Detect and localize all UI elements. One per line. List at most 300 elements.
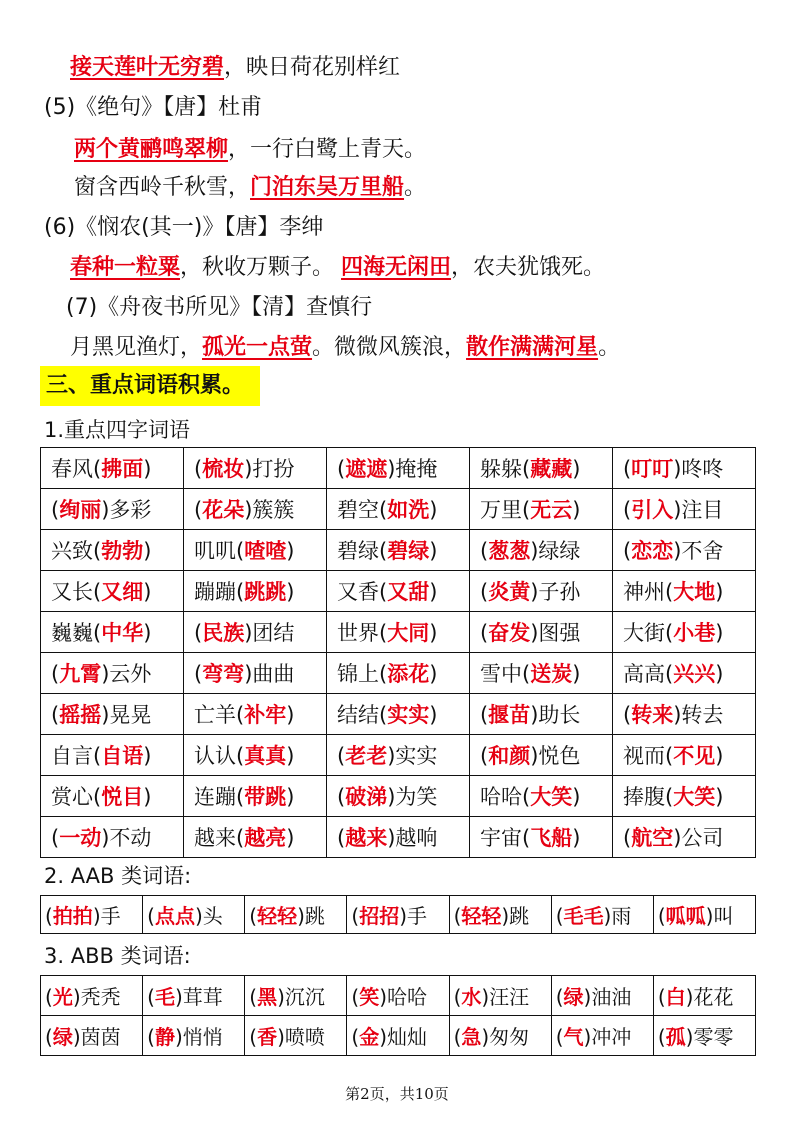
cell-text: )图强 xyxy=(530,621,581,645)
cell-text: ( xyxy=(51,703,60,727)
cell-text: ( xyxy=(351,904,360,928)
answer-text: 不见 xyxy=(673,744,716,768)
poem-text: (7)《舟夜书所见》【清】查慎行 xyxy=(66,295,373,320)
word-cell xyxy=(41,448,184,489)
word-cell xyxy=(41,735,184,776)
poem-line-5 xyxy=(70,333,620,363)
word-cell xyxy=(184,653,327,694)
cell-text: )注目 xyxy=(673,498,724,522)
word-cell xyxy=(184,530,327,571)
cell-text: ) xyxy=(286,580,295,604)
word-cell xyxy=(613,448,756,489)
table-row xyxy=(41,653,756,694)
cell-text: 亡羊( xyxy=(194,703,245,727)
cell-text: ( xyxy=(453,985,462,1009)
cell-text: 又长( xyxy=(51,580,102,604)
table-row xyxy=(41,776,756,817)
cell-text: ( xyxy=(351,985,360,1009)
answer-text: 静 xyxy=(154,1025,175,1049)
cell-text: ) xyxy=(286,539,295,563)
cell-text: )匆匆 xyxy=(481,1025,530,1049)
cell-text: ) xyxy=(715,662,724,686)
word-cell xyxy=(41,1016,143,1056)
answer-text: 炎黄 xyxy=(488,580,531,604)
cell-text: )咚咚 xyxy=(673,457,724,481)
cell-text: ) xyxy=(143,621,152,645)
cell-text: ( xyxy=(194,621,203,645)
cell-text: ( xyxy=(45,1025,53,1049)
aab-title: 2. AAB 类词语: xyxy=(44,864,192,888)
cell-text: ) xyxy=(143,744,152,768)
word-cell xyxy=(41,571,184,612)
table-row xyxy=(41,896,756,934)
answer-text: 接天莲叶无穷碧 xyxy=(70,55,225,80)
cell-text: )不舍 xyxy=(673,539,724,563)
cell-text: ( xyxy=(147,985,155,1009)
answer-text: 碧绿 xyxy=(387,539,430,563)
word-cell xyxy=(184,735,327,776)
poem-text: 。微微风簇浪， xyxy=(312,335,467,360)
answer-text: 散作满满河星 xyxy=(466,335,599,360)
cell-text: 春风( xyxy=(51,457,102,481)
cell-text: ( xyxy=(51,498,60,522)
poem-line-1 xyxy=(70,53,400,83)
answer-text: 无云 xyxy=(530,498,573,522)
answer-text: 笑 xyxy=(359,985,380,1009)
cell-text: ) xyxy=(286,703,295,727)
word-cell xyxy=(347,896,449,934)
poem-text: 。 xyxy=(598,335,621,360)
word-cell xyxy=(184,776,327,817)
answer-text: 飞船 xyxy=(530,826,573,850)
cell-text: )零零 xyxy=(685,1025,734,1049)
cell-text: ( xyxy=(51,826,60,850)
answer-text: 喳喳 xyxy=(244,539,287,563)
cell-text: 大街( xyxy=(623,621,674,645)
answer-text: 一动 xyxy=(59,826,102,850)
word-cell xyxy=(245,1016,347,1056)
answer-text: 恋恋 xyxy=(631,539,674,563)
cell-text: 赏心( xyxy=(51,785,102,809)
cell-text: 连蹦( xyxy=(194,785,245,809)
cell-text: ( xyxy=(623,498,632,522)
cell-text: 结结( xyxy=(337,703,388,727)
cell-text: )哈哈 xyxy=(379,985,428,1009)
cell-text: ) xyxy=(143,785,152,809)
answer-text: 和颜 xyxy=(488,744,531,768)
answer-text: 白 xyxy=(665,985,686,1009)
poem-title-minnong xyxy=(44,213,323,243)
cell-text: )跳 xyxy=(297,904,325,928)
cell-text: )灿灿 xyxy=(379,1025,428,1049)
cell-text: ( xyxy=(623,703,632,727)
cell-text: 神州( xyxy=(623,580,674,604)
four-char-title: 1.重点四字词语 xyxy=(44,418,191,442)
cell-text: ) xyxy=(429,703,438,727)
table-row xyxy=(41,571,756,612)
cell-text: 宇宙( xyxy=(480,826,531,850)
answer-text: 拂面 xyxy=(101,457,144,481)
answer-text: 转来 xyxy=(631,703,674,727)
cell-text: )雨 xyxy=(603,904,632,928)
cell-text: ( xyxy=(45,904,53,928)
word-cell xyxy=(613,735,756,776)
answer-text: 又细 xyxy=(101,580,144,604)
word-cell xyxy=(551,896,653,934)
answer-text: 民族 xyxy=(202,621,245,645)
answer-text: 黑 xyxy=(257,985,278,1009)
word-cell xyxy=(551,976,653,1016)
word-cell xyxy=(41,896,143,934)
cell-text: ( xyxy=(51,662,60,686)
word-cell xyxy=(184,612,327,653)
word-cell xyxy=(470,694,613,735)
answer-text: 水 xyxy=(461,985,482,1009)
answer-text: 破涕 xyxy=(345,785,388,809)
cell-text: )越响 xyxy=(387,826,438,850)
cell-text: ) xyxy=(715,621,724,645)
cell-text: 碧空( xyxy=(337,498,388,522)
word-cell xyxy=(613,530,756,571)
cell-text: ( xyxy=(194,662,203,686)
word-cell xyxy=(613,571,756,612)
answer-text: 招招 xyxy=(359,904,400,928)
cell-text: 蹦蹦( xyxy=(194,580,245,604)
cell-text: )云外 xyxy=(101,662,152,686)
answer-text: 光 xyxy=(52,985,73,1009)
cell-text: ) xyxy=(143,457,152,481)
poem-text: (6)《悯农(其一)》【唐】李绅 xyxy=(44,215,324,240)
cell-text: 自言( xyxy=(51,744,102,768)
answer-text: 四海无闲田 xyxy=(341,255,452,280)
cell-text: ) xyxy=(286,785,295,809)
cell-text: ( xyxy=(453,1025,462,1049)
word-cell xyxy=(41,653,184,694)
word-cell xyxy=(41,776,184,817)
cell-text: ( xyxy=(657,985,666,1009)
cell-text: ( xyxy=(249,904,258,928)
cell-text: ) xyxy=(429,662,438,686)
word-cell xyxy=(327,530,470,571)
poem-title-jueju xyxy=(44,93,262,123)
table-row xyxy=(41,489,756,530)
word-cell xyxy=(327,571,470,612)
cell-text: ( xyxy=(147,1025,155,1049)
answer-text: 孤光一点萤 xyxy=(202,335,313,360)
word-cell xyxy=(184,694,327,735)
word-cell xyxy=(41,530,184,571)
word-cell xyxy=(470,612,613,653)
cell-text: ( xyxy=(657,904,666,928)
cell-text: 雪中( xyxy=(480,662,531,686)
cell-text: 捧腹( xyxy=(623,785,674,809)
poem-text: ，映日荷花别样红 xyxy=(224,55,401,80)
answer-text: 大笑 xyxy=(673,785,716,809)
answer-text: 自语 xyxy=(101,744,144,768)
answer-text: 孤 xyxy=(665,1025,686,1049)
word-cell xyxy=(470,735,613,776)
answer-text: 真真 xyxy=(244,744,287,768)
answer-text: 毛 xyxy=(154,985,175,1009)
poem-text: 窗含西岭千秋雪， xyxy=(74,175,251,200)
cell-text: ( xyxy=(623,826,632,850)
word-cell xyxy=(41,694,184,735)
cell-text: ) xyxy=(143,580,152,604)
cell-text: ) xyxy=(715,785,724,809)
cell-text: ( xyxy=(480,621,489,645)
cell-text: ( xyxy=(337,785,346,809)
cell-text: )掩掩 xyxy=(387,457,438,481)
cell-text: )打扮 xyxy=(244,457,295,481)
word-cell xyxy=(613,817,756,858)
cell-text: ) xyxy=(429,539,438,563)
answer-text: 引入 xyxy=(631,498,674,522)
poem-line-2 xyxy=(74,135,426,165)
answer-text: 门泊东吴万里船 xyxy=(250,175,405,200)
answer-text: 奋发 xyxy=(488,621,531,645)
word-cell xyxy=(184,571,327,612)
word-cell xyxy=(143,976,245,1016)
word-cell xyxy=(184,489,327,530)
answer-text: 跳跳 xyxy=(244,580,287,604)
word-cell xyxy=(327,489,470,530)
cell-text: 锦上( xyxy=(337,662,388,686)
cell-text: ) xyxy=(429,621,438,645)
cell-text: ( xyxy=(480,580,489,604)
cell-text: )手 xyxy=(92,904,121,928)
cell-text: ( xyxy=(453,904,462,928)
answer-text: 实实 xyxy=(387,703,430,727)
cell-text: 世界( xyxy=(337,621,388,645)
word-cell xyxy=(470,817,613,858)
word-cell xyxy=(347,1016,449,1056)
cell-text: )花花 xyxy=(685,985,734,1009)
word-cell xyxy=(327,653,470,694)
answer-text: 梳妆 xyxy=(202,457,245,481)
cell-text: )助长 xyxy=(530,703,581,727)
cell-text: 碧绿( xyxy=(337,539,388,563)
cell-text: ( xyxy=(147,904,155,928)
answer-text: 花朵 xyxy=(202,498,245,522)
cell-text: )多彩 xyxy=(101,498,152,522)
cell-text: )悄悄 xyxy=(174,1025,223,1049)
answer-text: 老老 xyxy=(345,744,388,768)
word-cell xyxy=(143,1016,245,1056)
cell-text: ( xyxy=(351,1025,360,1049)
answer-text: 遮遮 xyxy=(345,457,388,481)
answer-text: 大同 xyxy=(387,621,430,645)
poem-text: ，一行白鹭上青天。 xyxy=(228,137,427,162)
word-cell xyxy=(245,976,347,1016)
answer-text: 香 xyxy=(257,1025,278,1049)
cell-text: )手 xyxy=(399,904,428,928)
answer-text: 九霄 xyxy=(59,662,102,686)
word-cell xyxy=(41,612,184,653)
cell-text: ( xyxy=(337,826,346,850)
cell-text: 越来( xyxy=(194,826,245,850)
word-cell xyxy=(653,976,755,1016)
answer-text: 补牢 xyxy=(244,703,287,727)
cell-text: )喷喷 xyxy=(277,1025,325,1049)
poem-text: 月黑见渔灯， xyxy=(70,335,203,360)
cell-text: )油油 xyxy=(583,985,632,1009)
answer-text: 金 xyxy=(359,1025,380,1049)
cell-text: )茵茵 xyxy=(72,1025,121,1049)
cell-text: )汪汪 xyxy=(481,985,530,1009)
answer-text: 大地 xyxy=(673,580,716,604)
answer-text: 拍拍 xyxy=(52,904,93,928)
cell-text: ) xyxy=(572,457,581,481)
cell-text: ( xyxy=(249,1025,258,1049)
cell-text: )悦色 xyxy=(530,744,581,768)
poem-text: (5)《绝句》【唐】杜甫 xyxy=(44,95,263,120)
answer-text: 轻轻 xyxy=(461,904,502,928)
cell-text: ) xyxy=(143,539,152,563)
word-cell xyxy=(470,489,613,530)
answer-text: 绚丽 xyxy=(59,498,102,522)
word-cell xyxy=(327,817,470,858)
word-cell xyxy=(184,817,327,858)
cell-text: )公司 xyxy=(673,826,724,850)
cell-text: ) xyxy=(429,498,438,522)
answer-text: 藏藏 xyxy=(530,457,573,481)
poem-text: 。 xyxy=(404,175,427,200)
cell-text: ) xyxy=(286,826,295,850)
answer-text: 越亮 xyxy=(244,826,287,850)
cell-text: )跳 xyxy=(501,904,530,928)
word-cell xyxy=(245,896,347,934)
answer-text: 揠苗 xyxy=(488,703,531,727)
word-cell xyxy=(143,896,245,934)
word-cell xyxy=(449,976,551,1016)
answer-text: 气 xyxy=(563,1025,584,1049)
word-cell xyxy=(470,530,613,571)
word-cell xyxy=(470,776,613,817)
poem-line-3 xyxy=(74,173,426,203)
cell-text: 视而( xyxy=(623,744,674,768)
word-cell xyxy=(653,1016,755,1056)
table-row xyxy=(41,448,756,489)
table-row xyxy=(41,694,756,735)
answer-text: 轻轻 xyxy=(257,904,298,928)
cell-text: )沉沉 xyxy=(277,985,325,1009)
poem-text: ，农夫犹饿死。 xyxy=(451,255,606,280)
word-cell xyxy=(41,976,143,1016)
word-cell xyxy=(613,694,756,735)
answer-text: 绿 xyxy=(563,985,584,1009)
cell-text: 高高( xyxy=(623,662,674,686)
answer-text: 呱呱 xyxy=(665,904,706,928)
cell-text: ) xyxy=(715,580,724,604)
word-cell xyxy=(613,489,756,530)
page-footer: 第2页，共10页 xyxy=(345,1085,449,1103)
table-row xyxy=(41,612,756,653)
answer-text: 葱葱 xyxy=(488,539,531,563)
cell-text: ( xyxy=(194,498,203,522)
poem-title-zhouye xyxy=(66,293,372,323)
cell-text: ( xyxy=(555,1025,564,1049)
cell-text: 兴致( xyxy=(51,539,102,563)
answer-text: 带跳 xyxy=(244,785,287,809)
answer-text: 春种一粒粟 xyxy=(70,255,181,280)
cell-text: )绿绿 xyxy=(530,539,581,563)
cell-text: ) xyxy=(572,662,581,686)
cell-text: )簇簇 xyxy=(244,498,295,522)
answer-text: 勃勃 xyxy=(101,539,144,563)
cell-text: 又香( xyxy=(337,580,388,604)
word-cell xyxy=(470,571,613,612)
poem-text: ，秋收万颗子。 xyxy=(180,255,342,280)
answer-text: 绿 xyxy=(52,1025,73,1049)
answer-text: 又甜 xyxy=(387,580,430,604)
word-cell xyxy=(327,448,470,489)
answer-text: 兴兴 xyxy=(673,662,716,686)
answer-text: 弯弯 xyxy=(202,662,245,686)
cell-text: )冲冲 xyxy=(583,1025,632,1049)
word-cell xyxy=(327,776,470,817)
word-cell xyxy=(470,653,613,694)
cell-text: ( xyxy=(45,985,53,1009)
answer-text: 悦目 xyxy=(101,785,144,809)
cell-text: ( xyxy=(480,703,489,727)
cell-text: ) xyxy=(572,826,581,850)
cell-text: ( xyxy=(555,904,564,928)
answer-text: 急 xyxy=(461,1025,482,1049)
answer-text: 航空 xyxy=(631,826,674,850)
section-heading: 三、重点词语积累。 xyxy=(40,366,260,406)
cell-text: ( xyxy=(555,985,564,1009)
cell-text: )叫 xyxy=(705,904,734,928)
cell-text: ( xyxy=(657,1025,666,1049)
abb-table xyxy=(40,975,756,1056)
table-row xyxy=(41,1016,756,1056)
word-cell xyxy=(327,735,470,776)
word-cell xyxy=(184,448,327,489)
word-cell xyxy=(449,1016,551,1056)
cell-text: )团结 xyxy=(244,621,295,645)
cell-text: ( xyxy=(249,985,258,1009)
word-cell xyxy=(41,817,184,858)
cell-text: )不动 xyxy=(101,826,152,850)
answer-text: 点点 xyxy=(154,904,195,928)
word-cell xyxy=(327,612,470,653)
table-row xyxy=(41,735,756,776)
cell-text: ) xyxy=(715,744,724,768)
cell-text: ( xyxy=(337,744,346,768)
cell-text: ( xyxy=(194,457,203,481)
answer-text: 添花 xyxy=(387,662,430,686)
cell-text: 叽叽( xyxy=(194,539,245,563)
abb-title: 3. ABB 类词语: xyxy=(44,944,191,968)
word-cell xyxy=(41,489,184,530)
word-cell xyxy=(613,612,756,653)
cell-text: )曲曲 xyxy=(244,662,295,686)
word-cell xyxy=(613,776,756,817)
cell-text: ( xyxy=(623,539,632,563)
cell-text: )晃晃 xyxy=(101,703,152,727)
answer-text: 中华 xyxy=(101,621,144,645)
cell-text: 巍巍( xyxy=(51,621,102,645)
answer-text: 小巷 xyxy=(673,621,716,645)
answer-text: 摇摇 xyxy=(59,703,102,727)
table-row xyxy=(41,530,756,571)
cell-text: ( xyxy=(337,457,346,481)
word-cell xyxy=(470,448,613,489)
cell-text: )茸茸 xyxy=(174,985,223,1009)
poem-line-4 xyxy=(70,253,605,283)
cell-text: ( xyxy=(480,539,489,563)
cell-text: ) xyxy=(429,580,438,604)
